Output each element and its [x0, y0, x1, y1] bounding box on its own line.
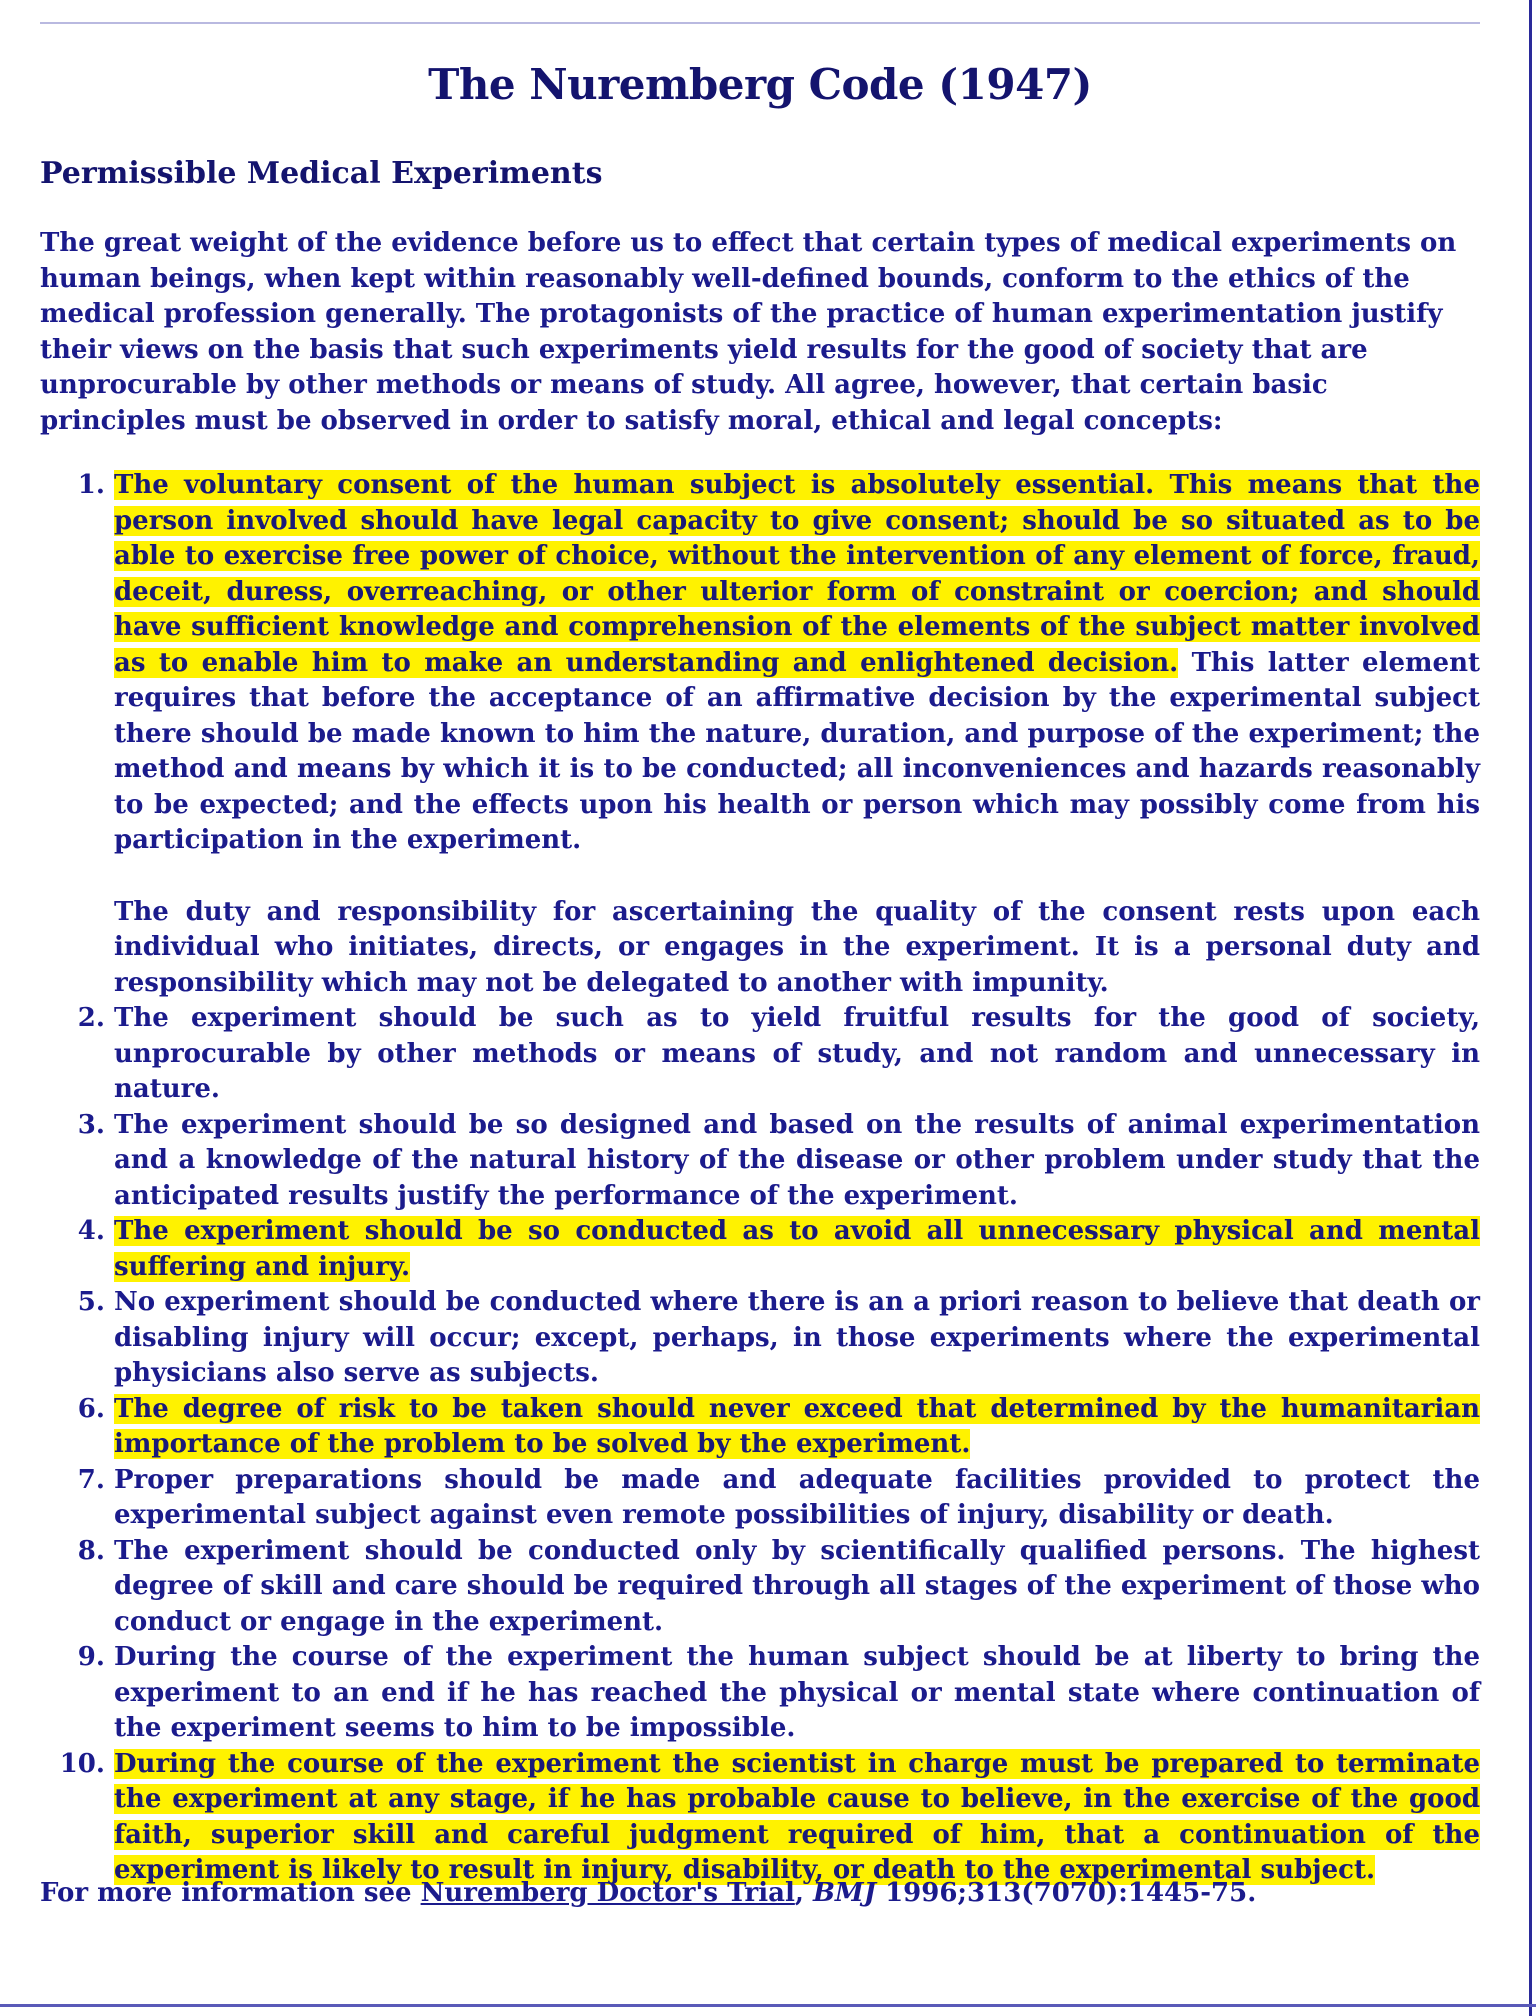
principle-item-8: [114, 1534, 1480, 1641]
principle-item-5: [114, 1285, 1480, 1392]
principle-subparagraph: The duty and responsibility for ascertaining the quality of the consent rests upon each individual who initiates, directs, or engages in the experiment. It is a personal duty and responsibility which may not be delegated to another with impunity.: [114, 896, 1480, 998]
principle-text: During the course of the experiment the human subject should be at liberty to bring the experiment to an end if he has reached the physical or mental state where continuation of the experiment seems to him to be impossible.: [114, 1642, 1480, 1743]
citation-text: 1996;313(7070):1445-75.: [876, 1878, 1257, 1908]
principle-text: The experiment should be conducted only by scientifically qualified persons. The highest degree of skill and care should be required through all stages of the experiment of those who conduct or engage in the experiment.: [114, 1535, 1480, 1637]
right-border: [1529, 0, 1532, 2016]
footer-separator: ,: [794, 1878, 813, 1908]
section-heading: Permissible Medical Experiments: [40, 156, 603, 191]
principle-text: Proper preparations should be made and adequate facilities provided to protect the experimental subject against even remote possibilities of injury, disability or death.: [114, 1464, 1480, 1530]
nuremberg-trial-link[interactable]: Nuremberg Doctor's Trial: [420, 1878, 795, 1908]
principle-highlight: The voluntary consent of the human subject is absolutely essential. This means that the person involved should have legal capacity to give consent; should be so situated as to be able to exercise free power of choice, without the intervention of any element of force, fraud, deceit, duress, overreaching, or other ulterior form of constraint or coercion; and should have sufficient knowledge and comprehension of the elements of the subject matter involved as to enable him to make an understanding and enlightened decision.: [114, 470, 1480, 678]
principle-text: No experiment should be conducted where there is an a priori reason to believe that death or disabling injury will occur; except, perhaps, in those experiments where the experimental physicians also serve as subjects.: [114, 1287, 1480, 1388]
intro-paragraph: The great weight of the evidence before us to effect that certain types of medical experiments on human beings, when kept within reasonably well-defined bounds, conform to the ethics of the medical profession generally. The protagonists of the practice of human experimentation justify their views on the basis that such experiments yield results for the good of society that are unprocurable by other methods or means of study. All agree, however, that certain basic principles must be observed in order to satisfy moral, ethical and legal concepts:: [40, 228, 1457, 436]
principle-text: The experiment should be such as to yield fruitful results for the good of society, unprocurable by other methods or means of study, and not random and unnecessary in nature.: [114, 1003, 1480, 1104]
principle-item-10: [114, 1747, 1480, 1889]
principle-highlight: The experiment should be so conducted as to avoid all unnecessary physical and mental suffering and injury.: [114, 1216, 1480, 1282]
principle-item-1: [114, 468, 1480, 1001]
principle-highlight: The degree of risk to be taken should never exceed that determined by the humanitarian importance of the problem to be solved by the experiment.: [114, 1393, 1480, 1459]
principle-item-7: [114, 1463, 1480, 1534]
principle-item-3: [114, 1108, 1480, 1215]
top-divider: [40, 22, 1480, 24]
page-title: The Nuremberg Code (1947): [428, 60, 1092, 109]
principle-text: This latter element requires that before the acceptance of an affirmative decision by the experimental subject there should be made known to him the nature, duration, and purpose of the experiment; the method and means by which it is to be conducted; all inconveniences and hazards reasonably to be expected; and the effects upon his health or person which may possibly come from his participation in the experiment.: [114, 647, 1480, 855]
footer-prefix: For more information see: [40, 1878, 421, 1908]
principle-highlight: During the course of the experiment the scientist in charge must be prepared to terminate the experiment at any stage, if he has probable cause to believe, in the exercise of the good faith, superior skill and careful judgment required of him, that a continuation of the experiment is likely to result in injury, disability, or death to the experimental subject.: [114, 1748, 1480, 1885]
journal-name: BMJ: [812, 1878, 877, 1908]
principle-item-6: [114, 1392, 1480, 1463]
principle-item-9: [114, 1640, 1480, 1747]
footer-note: [40, 1878, 1256, 1908]
document-page: [40, 0, 1480, 2016]
principle-item-4: [114, 1214, 1480, 1285]
principle-text: The experiment should be so designed and based on the results of animal experimentation and a knowledge of the natural history of the disease or other problem under study that the anticipated results justify the performance of the experiment.: [114, 1109, 1480, 1211]
bottom-border: [0, 2004, 1536, 2007]
principle-item-2: [114, 1001, 1480, 1108]
principles-list: [40, 468, 1480, 1889]
